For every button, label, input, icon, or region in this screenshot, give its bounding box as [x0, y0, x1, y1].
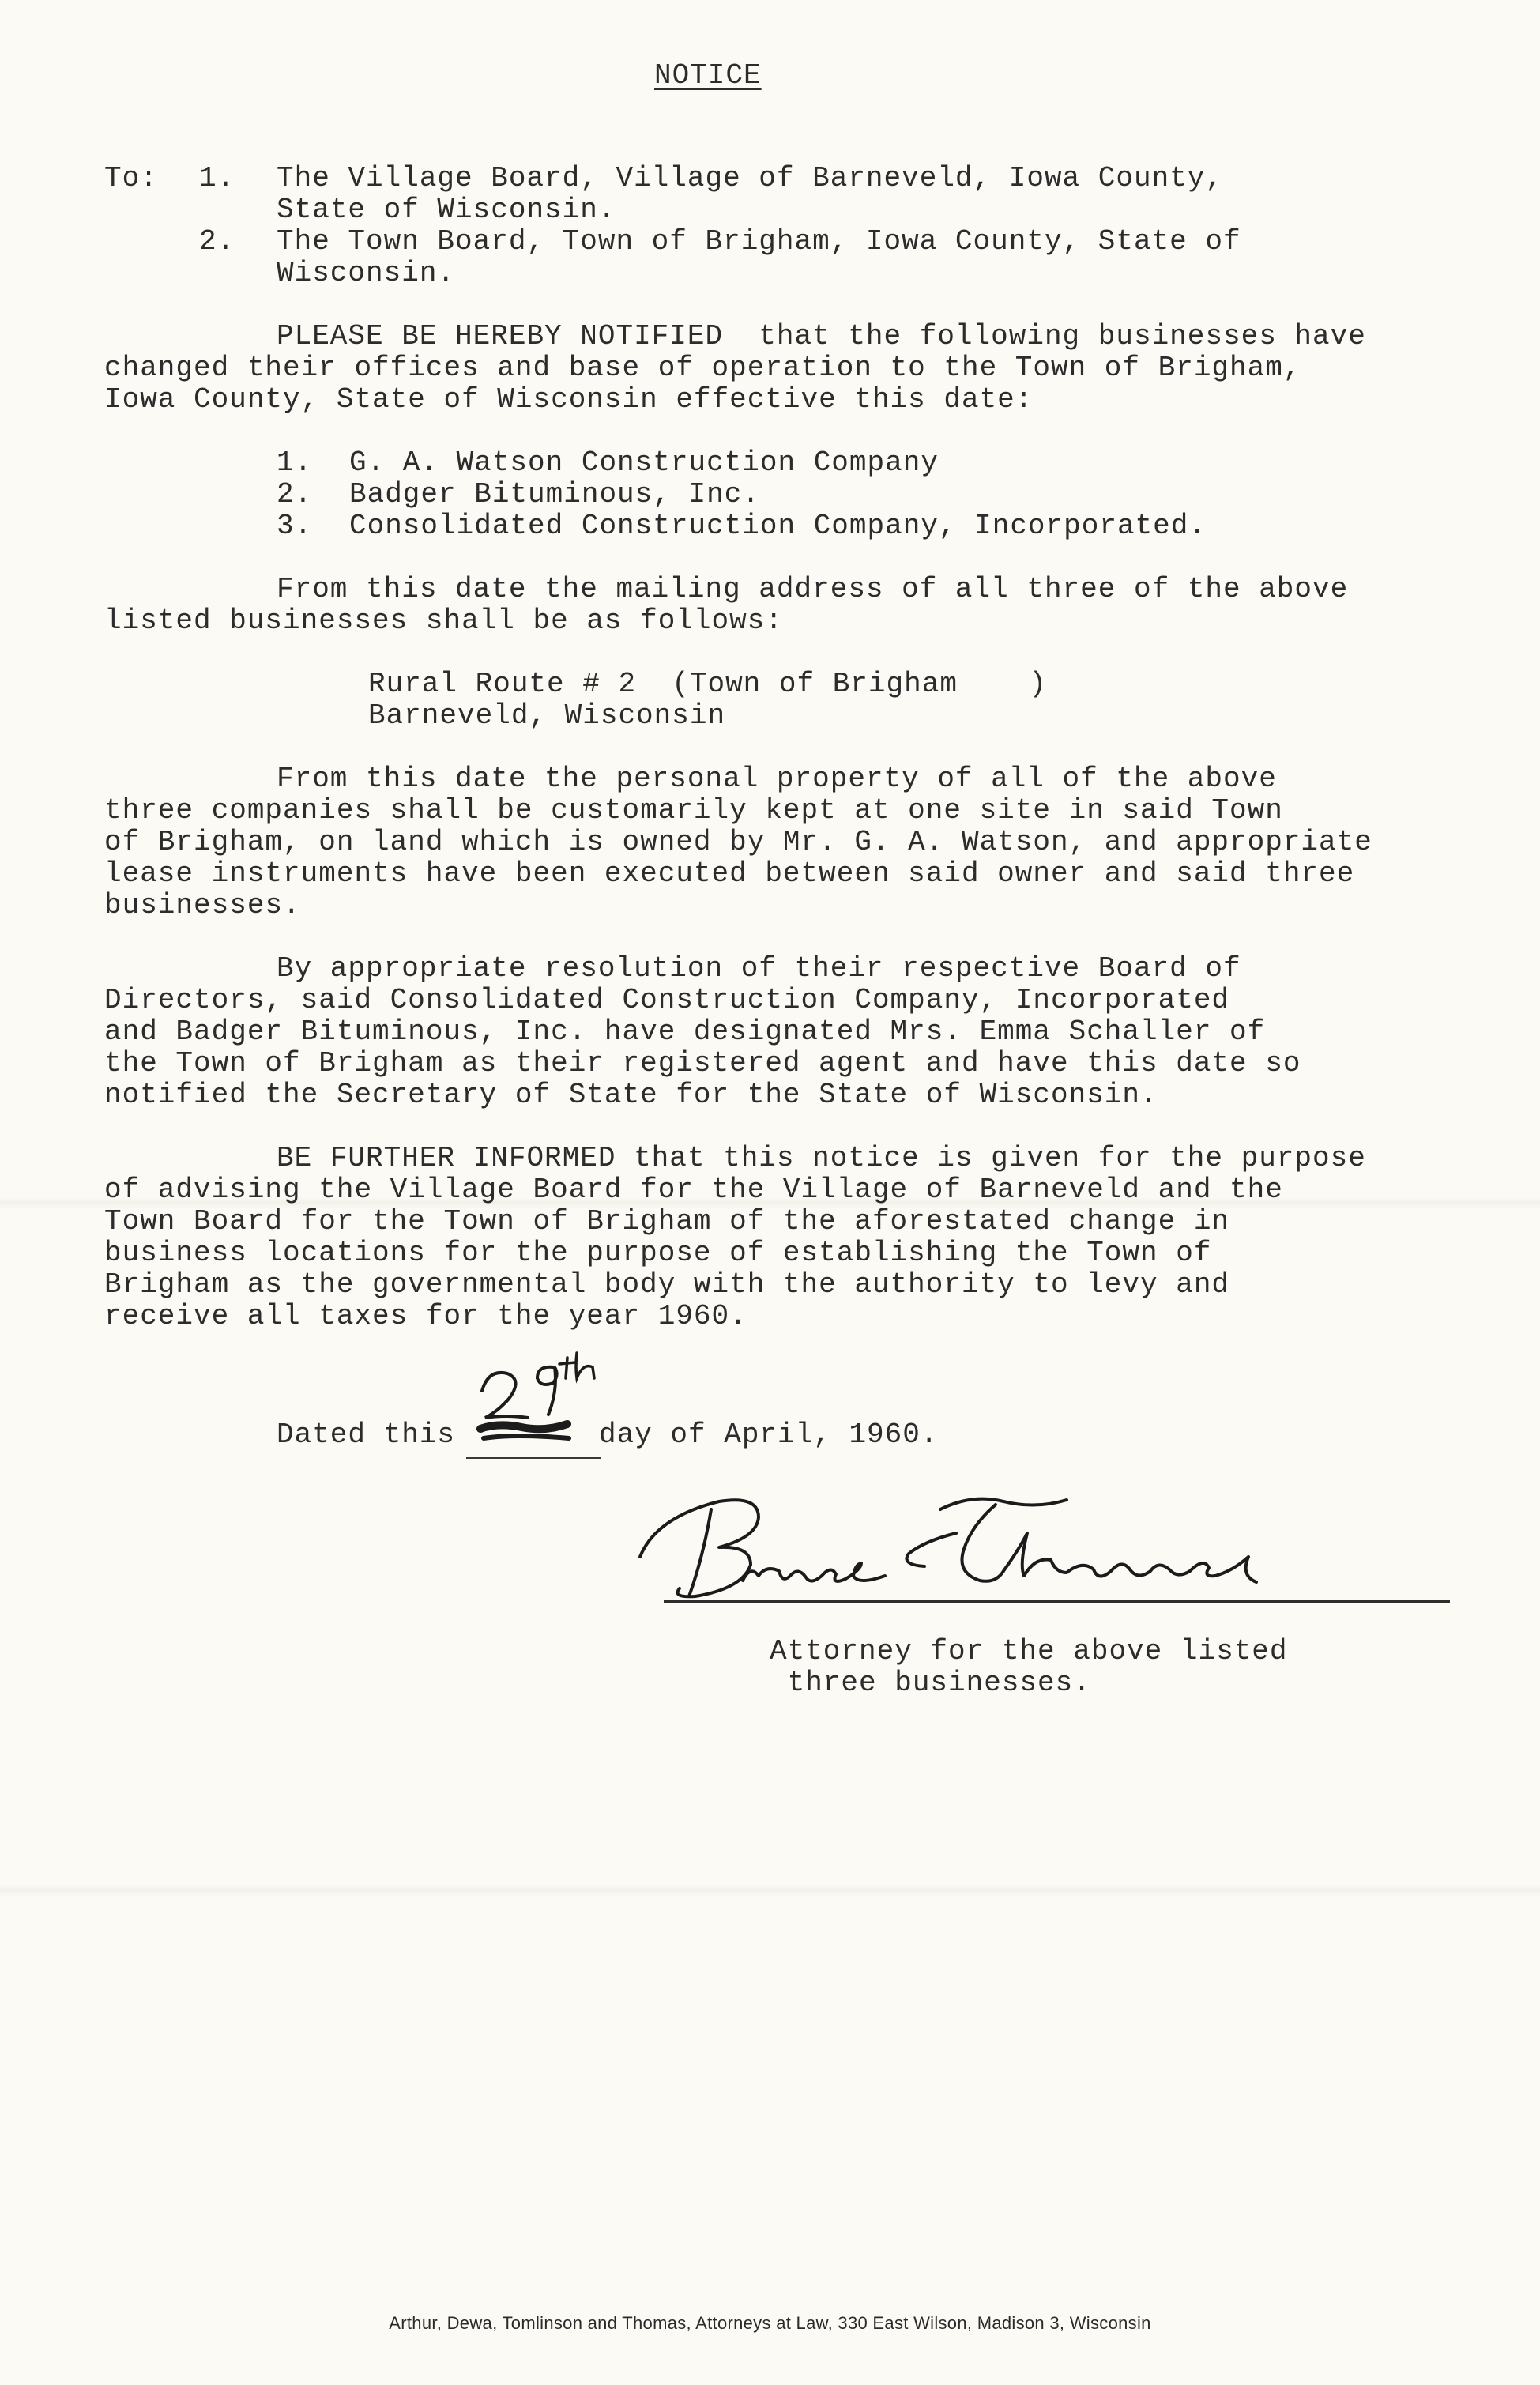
address-line-2: Barneveld, Wisconsin [368, 699, 726, 732]
dated-suffix: day of April, 1960. [599, 1419, 939, 1451]
para5-line-5: Brigham as the governmental body with the authority to levy and [104, 1268, 1230, 1301]
business-2-number: 2. [277, 478, 313, 511]
notice-title: NOTICE [654, 59, 762, 92]
signature [624, 1478, 1304, 1620]
to-label: To: [104, 162, 158, 194]
para5-line-3: Town Board for the Town of Brigham of the aforestated change in [104, 1205, 1230, 1238]
para1-line-3: Iowa County, State of Wisconsin effective this date: [104, 383, 1034, 416]
para3-line-5: businesses. [104, 889, 301, 921]
para1-line-1: PLEASE BE HEREBY NOTIFIED that the following businesses have [277, 320, 1366, 352]
para5-line-1: BE FURTHER INFORMED that this notice is given for the purpose [277, 1142, 1366, 1174]
address-line-1: Rural Route # 2 (Town of Brigham ) [368, 668, 1047, 700]
attorney-caption-line-1: Attorney for the above listed [770, 1635, 1288, 1667]
law-firm-footer: Arthur, Dewa, Tomlinson and Thomas, Attorneys at Law, 330 East Wilson, Madison 3, Wisconsin [389, 2313, 1151, 2333]
signature-line [664, 1600, 1450, 1603]
para5-line-6: receive all taxes for the year 1960. [104, 1300, 747, 1332]
business-3-name: Consolidated Construction Company, Incorporated. [349, 510, 1207, 542]
recipient-1-number: 1. [199, 162, 235, 194]
business-2-name: Badger Bituminous, Inc. [349, 478, 760, 511]
para3-line-1: From this date the personal property of all of the above [277, 763, 1277, 795]
para3-line-3: of Brigham, on land which is owned by Mr. G. A. Watson, and appropriate [104, 826, 1372, 858]
recipient-2-line-2: Wisconsin. [277, 257, 456, 289]
para4-line-3: and Badger Bituminous, Inc. have designated Mrs. Emma Schaller of [104, 1015, 1266, 1048]
para5-line-4: business locations for the purpose of establishing the Town of [104, 1237, 1212, 1269]
para4-line-4: the Town of Brigham as their registered agent and have this date so [104, 1047, 1301, 1079]
para4-line-2: Directors, said Consolidated Construction Company, Incorporated [104, 984, 1230, 1016]
para5-line-2: of advising the Village Board for the Village of Barneveld and the [104, 1174, 1283, 1206]
business-1-number: 1. [277, 446, 313, 479]
recipient-2-number: 2. [199, 225, 235, 258]
recipient-1-line-1: The Village Board, Village of Barneveld, Iowa County, [277, 162, 1223, 194]
para4-line-1: By appropriate resolution of their respective Board of [277, 952, 1241, 985]
para3-line-4: lease instruments have been executed between said owner and said three [104, 857, 1355, 890]
business-3-number: 3. [277, 510, 313, 542]
recipient-2-line-1: The Town Board, Town of Brigham, Iowa County, State of [277, 225, 1241, 258]
business-1-name: G. A. Watson Construction Company [349, 446, 939, 479]
dated-prefix: Dated this [277, 1419, 456, 1451]
para2-line-2: listed businesses shall be as follows: [104, 605, 783, 637]
para3-line-2: three companies shall be customarily kept at one site in said Town [104, 794, 1283, 827]
para4-line-5: notified the Secretary of State for the State of Wisconsin. [104, 1079, 1158, 1111]
attorney-caption-line-2: three businesses. [770, 1667, 1091, 1699]
para2-line-1: From this date the mailing address of all three of the above [277, 573, 1349, 605]
recipient-1-line-2: State of Wisconsin. [277, 194, 616, 226]
para1-line-2: changed their offices and base of operation to the Town of Brigham, [104, 352, 1301, 384]
